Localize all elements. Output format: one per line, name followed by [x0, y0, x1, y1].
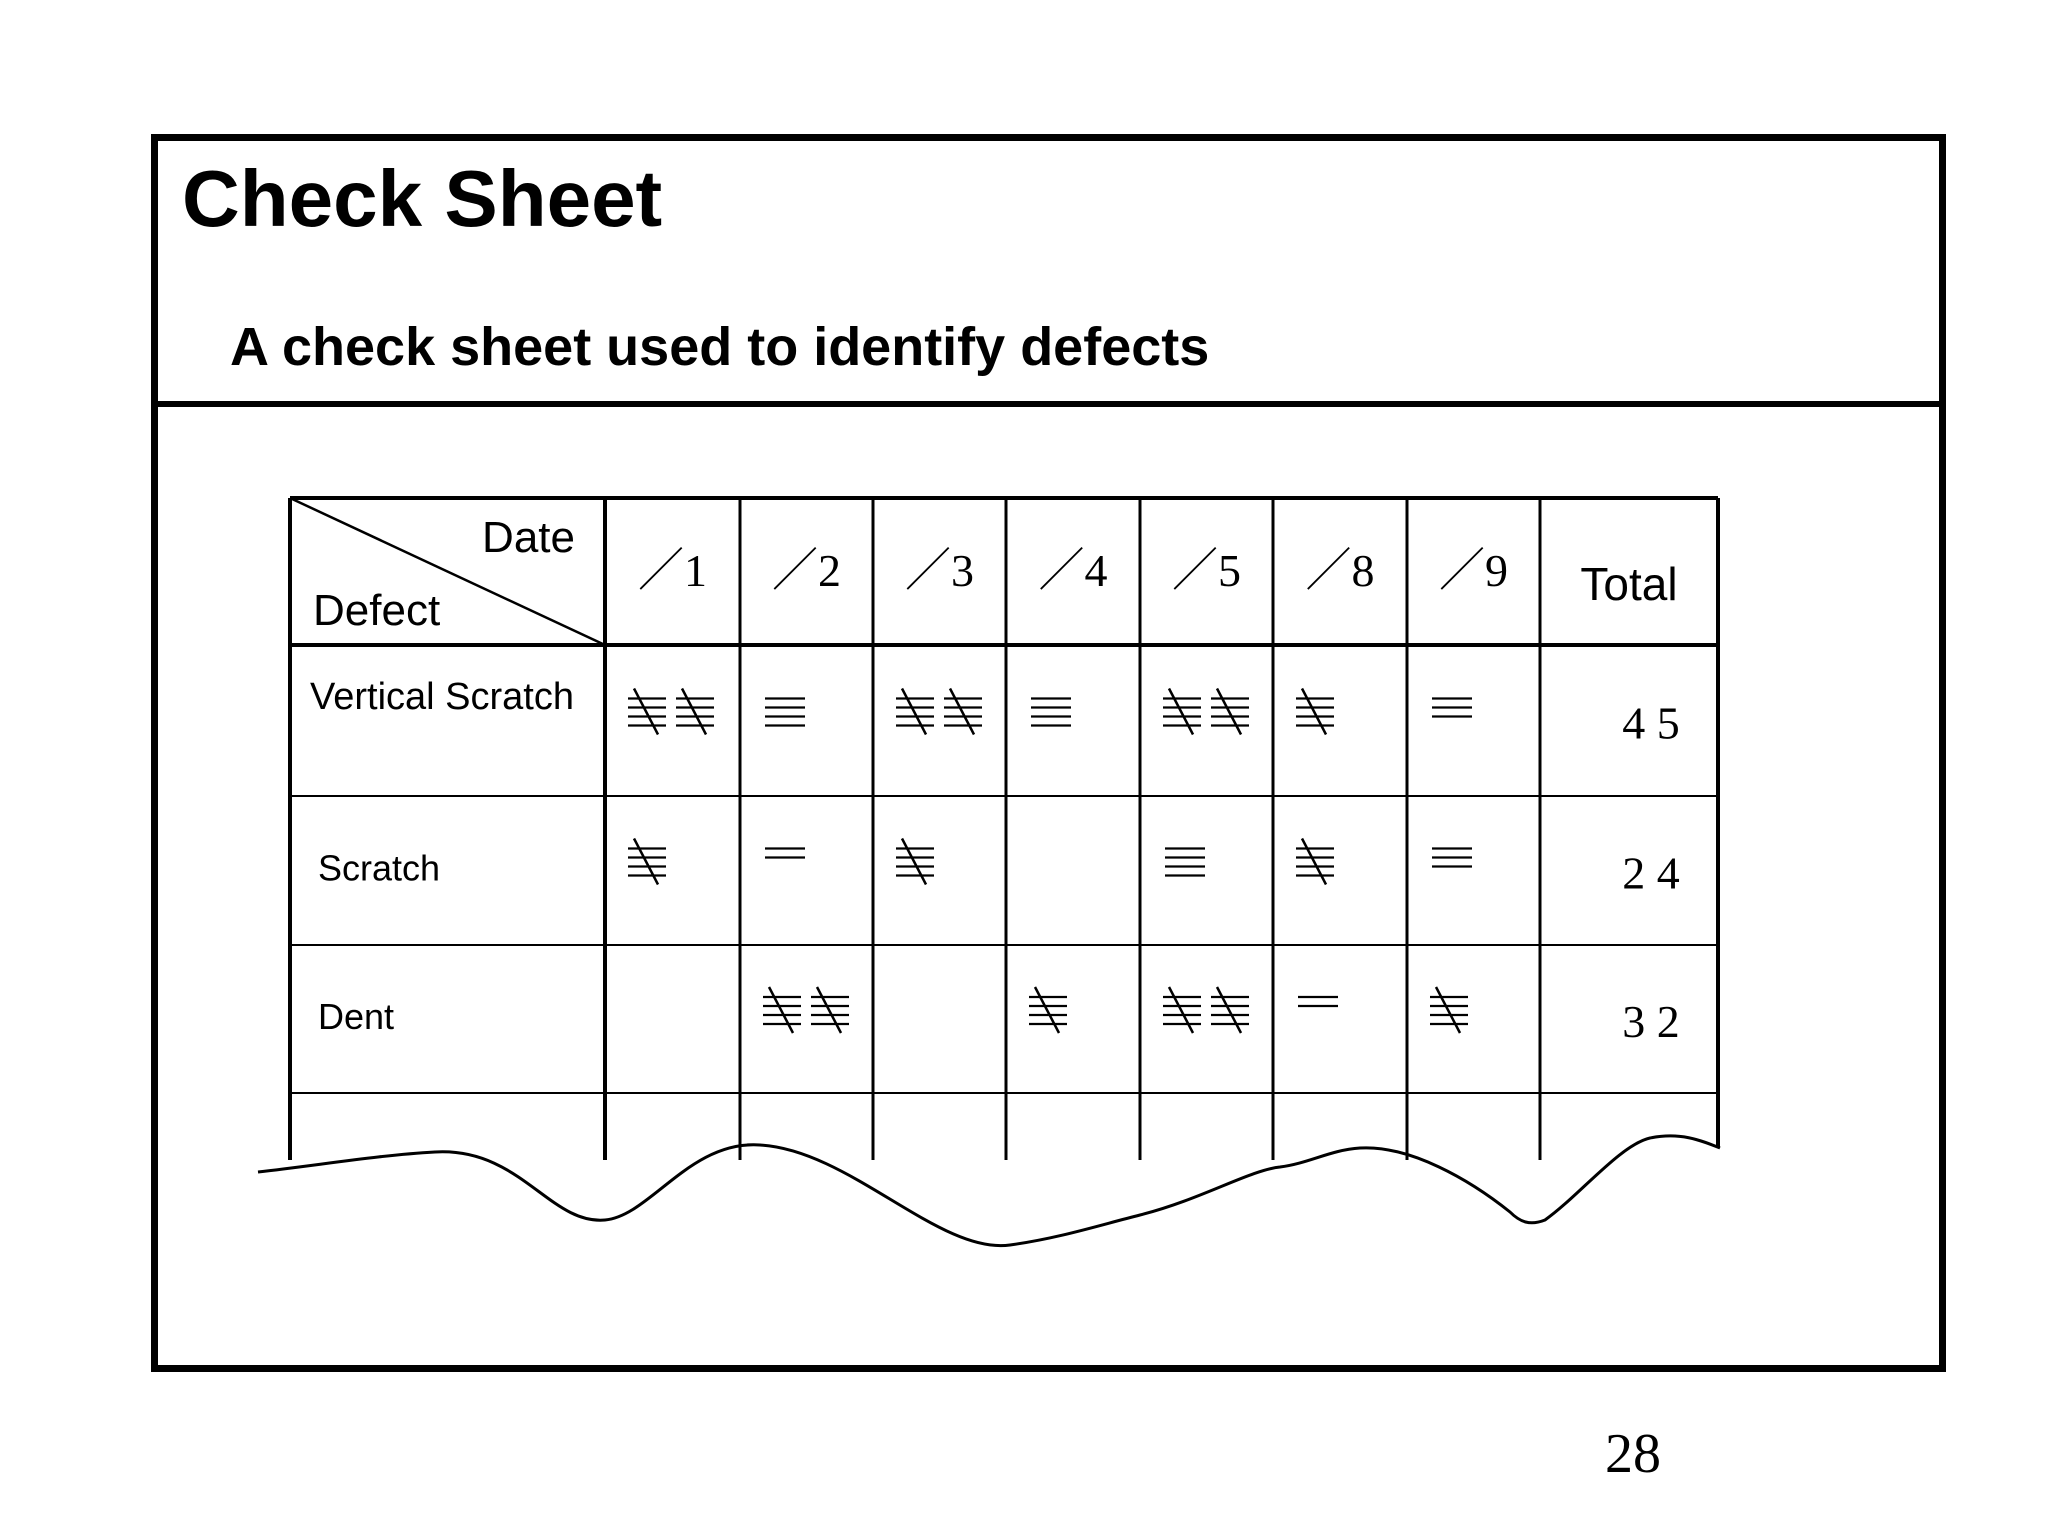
- tally-slash: [1217, 689, 1241, 735]
- column-header-date: ／2: [772, 545, 841, 596]
- column-header-date: ／4: [1038, 545, 1108, 596]
- column-header-date: ／9: [1439, 545, 1508, 596]
- column-header-total: Total: [1580, 558, 1678, 610]
- tally-marks: [896, 689, 982, 735]
- slide-subtitle: A check sheet used to identify defects: [230, 317, 1210, 377]
- tally-slash: [950, 689, 974, 735]
- tally-slash: [682, 689, 706, 735]
- table-cells: [310, 513, 1680, 1047]
- tally-slash: [769, 987, 793, 1033]
- tally-marks: [1298, 997, 1338, 1006]
- tally-slash: [1436, 987, 1460, 1033]
- tally-marks: [1432, 699, 1472, 717]
- column-header-date: ／1: [638, 545, 707, 596]
- tally-slash: [634, 689, 658, 735]
- row-total-value: 2 4: [1622, 847, 1680, 899]
- tally-marks: [1430, 987, 1468, 1033]
- column-header-date: ／5: [1172, 545, 1241, 596]
- row-label-defect: Scratch: [318, 847, 441, 889]
- corner-date-label: Date: [482, 513, 575, 562]
- tally-marks: [765, 699, 805, 726]
- tally-marks: [1163, 987, 1249, 1033]
- torn-edge: [258, 1136, 1720, 1246]
- tally-slash: [1217, 987, 1241, 1033]
- tally-slash: [634, 839, 658, 885]
- tally-marks: [1165, 849, 1205, 876]
- tally-marks: [1432, 849, 1472, 867]
- column-header-date: ／8: [1305, 545, 1375, 596]
- tally-marks: [1296, 689, 1334, 735]
- column-header-date: ／3: [905, 545, 974, 596]
- corner-defect-label: Defect: [313, 586, 441, 635]
- tally-marks: [628, 839, 666, 885]
- row-total-value: 3 2: [1622, 996, 1680, 1047]
- tally-marks: [628, 689, 714, 735]
- slide-title: Check Sheet: [182, 154, 663, 243]
- tally-slash: [817, 987, 841, 1033]
- tally-marks: [1031, 699, 1071, 726]
- tally-marks: [896, 839, 934, 885]
- row-total-value: 4 5: [1622, 697, 1680, 749]
- tally-marks: [763, 987, 849, 1033]
- table-grid: [290, 498, 1718, 1160]
- tally-slash: [902, 689, 926, 735]
- tally-slash: [1169, 689, 1193, 735]
- tally-slash: [1302, 839, 1326, 885]
- tally-slash: [902, 839, 926, 885]
- tally-marks: [1296, 839, 1334, 885]
- tally-marks: [1163, 689, 1249, 735]
- page-number: 28: [1605, 1423, 1661, 1485]
- row-label-defect: Dent: [318, 996, 395, 1037]
- tally-slash: [1035, 987, 1059, 1033]
- tally-slash: [1302, 689, 1326, 735]
- tally-marks: [765, 849, 805, 858]
- tally-slash: [1169, 987, 1193, 1033]
- row-label-defect: Vertical Scratch: [310, 676, 574, 718]
- tally-marks: [1029, 987, 1067, 1033]
